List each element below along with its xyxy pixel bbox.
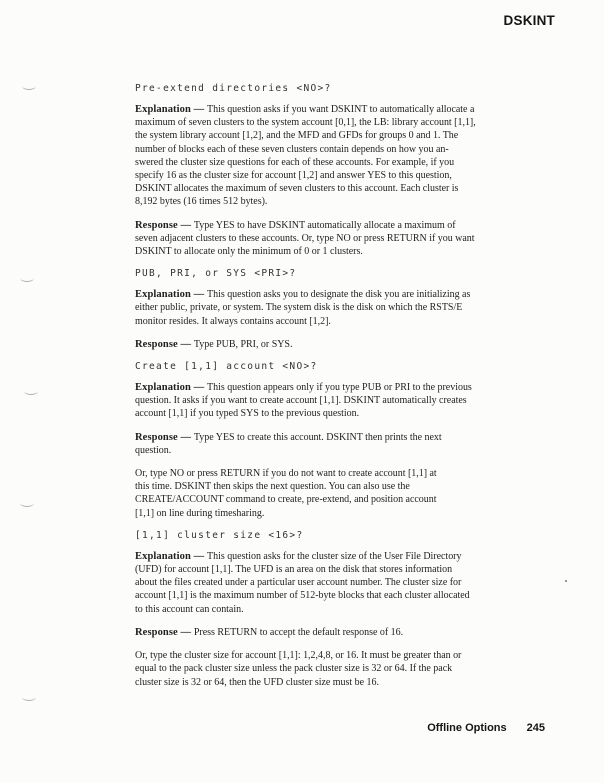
- paragraph-lead: Explanation —: [135, 104, 208, 115]
- paragraph: [135, 550, 537, 616]
- text-line: Explanation — This question asks for the cluster size of the User File Directory: [135, 550, 462, 562]
- text-line: Response — Press RETURN to accept the default response of 16.: [135, 626, 404, 638]
- footer-section-label: Offline Options: [427, 722, 507, 734]
- binder-mark-artifact: [24, 387, 38, 395]
- text-line: monitor resides. It always contains account [1,2].: [135, 315, 331, 327]
- console-prompt: Create [1,1] account <NO>?: [135, 361, 318, 373]
- binder-mark-artifact: [20, 499, 34, 507]
- text-line: this time. DSKINT then skips the next question. You can also use the: [135, 481, 410, 493]
- text-line: [1,1] on line during timesharing.: [135, 507, 265, 519]
- text-line: Explanation — This question asks you to designate the disk you are initializing as: [135, 289, 471, 301]
- text-line: maximum of seven clusters to the system account [0,1], the LB: library account [1,1],: [135, 117, 476, 129]
- paragraph: [135, 626, 537, 639]
- text-line: Or, type NO or press RETURN if you do not want to create account [1,1] at: [135, 468, 437, 480]
- paragraph: [135, 338, 537, 351]
- text-line: Or, type the cluster size for account [1,1]: 1,2,4,8, or 16. It must be greater than or: [135, 650, 462, 662]
- text-line: question. It asks if you want to create account [1,1]. DSKINT automatically creates: [135, 395, 467, 407]
- text-line: equal to the pack cluster size unless the pack cluster size is 32 or 64. If the pack: [135, 663, 453, 675]
- binder-mark-artifact: [22, 82, 36, 90]
- text-line: account [1,1] is the maximum number of 512-byte blocks that each cluster allocated: [135, 590, 470, 602]
- text-line: to this account can contain.: [135, 603, 244, 615]
- text-line: about the files created under a particular user account number. The cluster size for: [135, 577, 462, 589]
- text-line: Explanation — This question asks if you want DSKINT to automatically allocate a: [135, 104, 475, 115]
- text-line: question.: [135, 444, 172, 456]
- text-line: cluster size is 32 or 64, then the UFD cluster size must be 16.: [135, 676, 379, 688]
- console-prompt: PUB, PRI, or SYS <PRI>?: [135, 268, 297, 280]
- console-prompt: [1,1] cluster size <16>?: [135, 529, 304, 541]
- paragraph: [135, 381, 537, 421]
- text-line: DSKINT allocates the maximum of seven clusters to this account. Each cluster is: [135, 183, 459, 195]
- text-line: CREATE/ACCOUNT command to create, pre-extend, and position account: [135, 494, 437, 506]
- paragraph-lead: Response —: [135, 626, 194, 638]
- paragraph: [135, 431, 537, 457]
- scan-speck-artifact: [565, 580, 567, 582]
- paragraph-lead: Explanation —: [135, 289, 208, 301]
- text-line: account [1,1] if you typed SYS to the previous question.: [135, 408, 360, 420]
- page-footer: [427, 722, 545, 734]
- footer-page-number: 245: [526, 722, 545, 734]
- text-line: either public, private, or system. The system disk is the disk on which the RSTS/E: [135, 302, 463, 314]
- text-line: number of blocks each of these seven clusters contain depends on how you an-: [135, 143, 449, 155]
- paragraph-lead: Response —: [135, 338, 194, 350]
- page-header-title: DSKINT: [503, 13, 555, 28]
- text-line: Response — Type PUB, PRI, or SYS.: [135, 338, 293, 350]
- text-line: (UFD) for account [1,1]. The UFD is an area on the disk that stores information: [135, 564, 453, 576]
- text-line: DSKINT to allocate only the minimum of 0 or 1 clusters.: [135, 246, 363, 258]
- binder-mark-artifact: [20, 274, 34, 282]
- binder-mark-artifact: [22, 693, 36, 701]
- paragraph: [135, 219, 537, 259]
- text-line: Response — Type YES to create this account. DSKINT then prints the next: [135, 431, 442, 443]
- paragraph-lead: Explanation —: [135, 550, 208, 562]
- text-line: specify 16 as the cluster size for account [1,2] and answer YES to this question,: [135, 170, 452, 182]
- text-line: 8,192 bytes (16 times 512 bytes).: [135, 196, 268, 208]
- paragraph-lead: Response —: [135, 219, 194, 231]
- document-body: [135, 80, 537, 699]
- text-line: seven adjacent clusters to these accounts. Or, type NO or press RETURN if you want: [135, 232, 475, 244]
- text-line: Explanation — This question appears only if you type PUB or PRI to the previous: [135, 382, 472, 394]
- paragraph: [135, 649, 537, 689]
- paragraph-lead: Response —: [135, 431, 194, 443]
- paragraph: [135, 288, 537, 328]
- paragraph: [135, 467, 537, 520]
- text-line: Response — Type YES to have DSKINT automatically allocate a maximum of: [135, 219, 456, 231]
- console-prompt: Pre-extend directories <NO>?: [135, 83, 332, 94]
- text-line: the system library account [1,2], and the MFD and GFDs for groups 0 and 1. The: [135, 130, 459, 142]
- paragraph-lead: Explanation —: [135, 382, 208, 394]
- text-line: swered the cluster size questions for each of these accounts. For example, if you: [135, 156, 455, 168]
- paragraph: [135, 103, 537, 209]
